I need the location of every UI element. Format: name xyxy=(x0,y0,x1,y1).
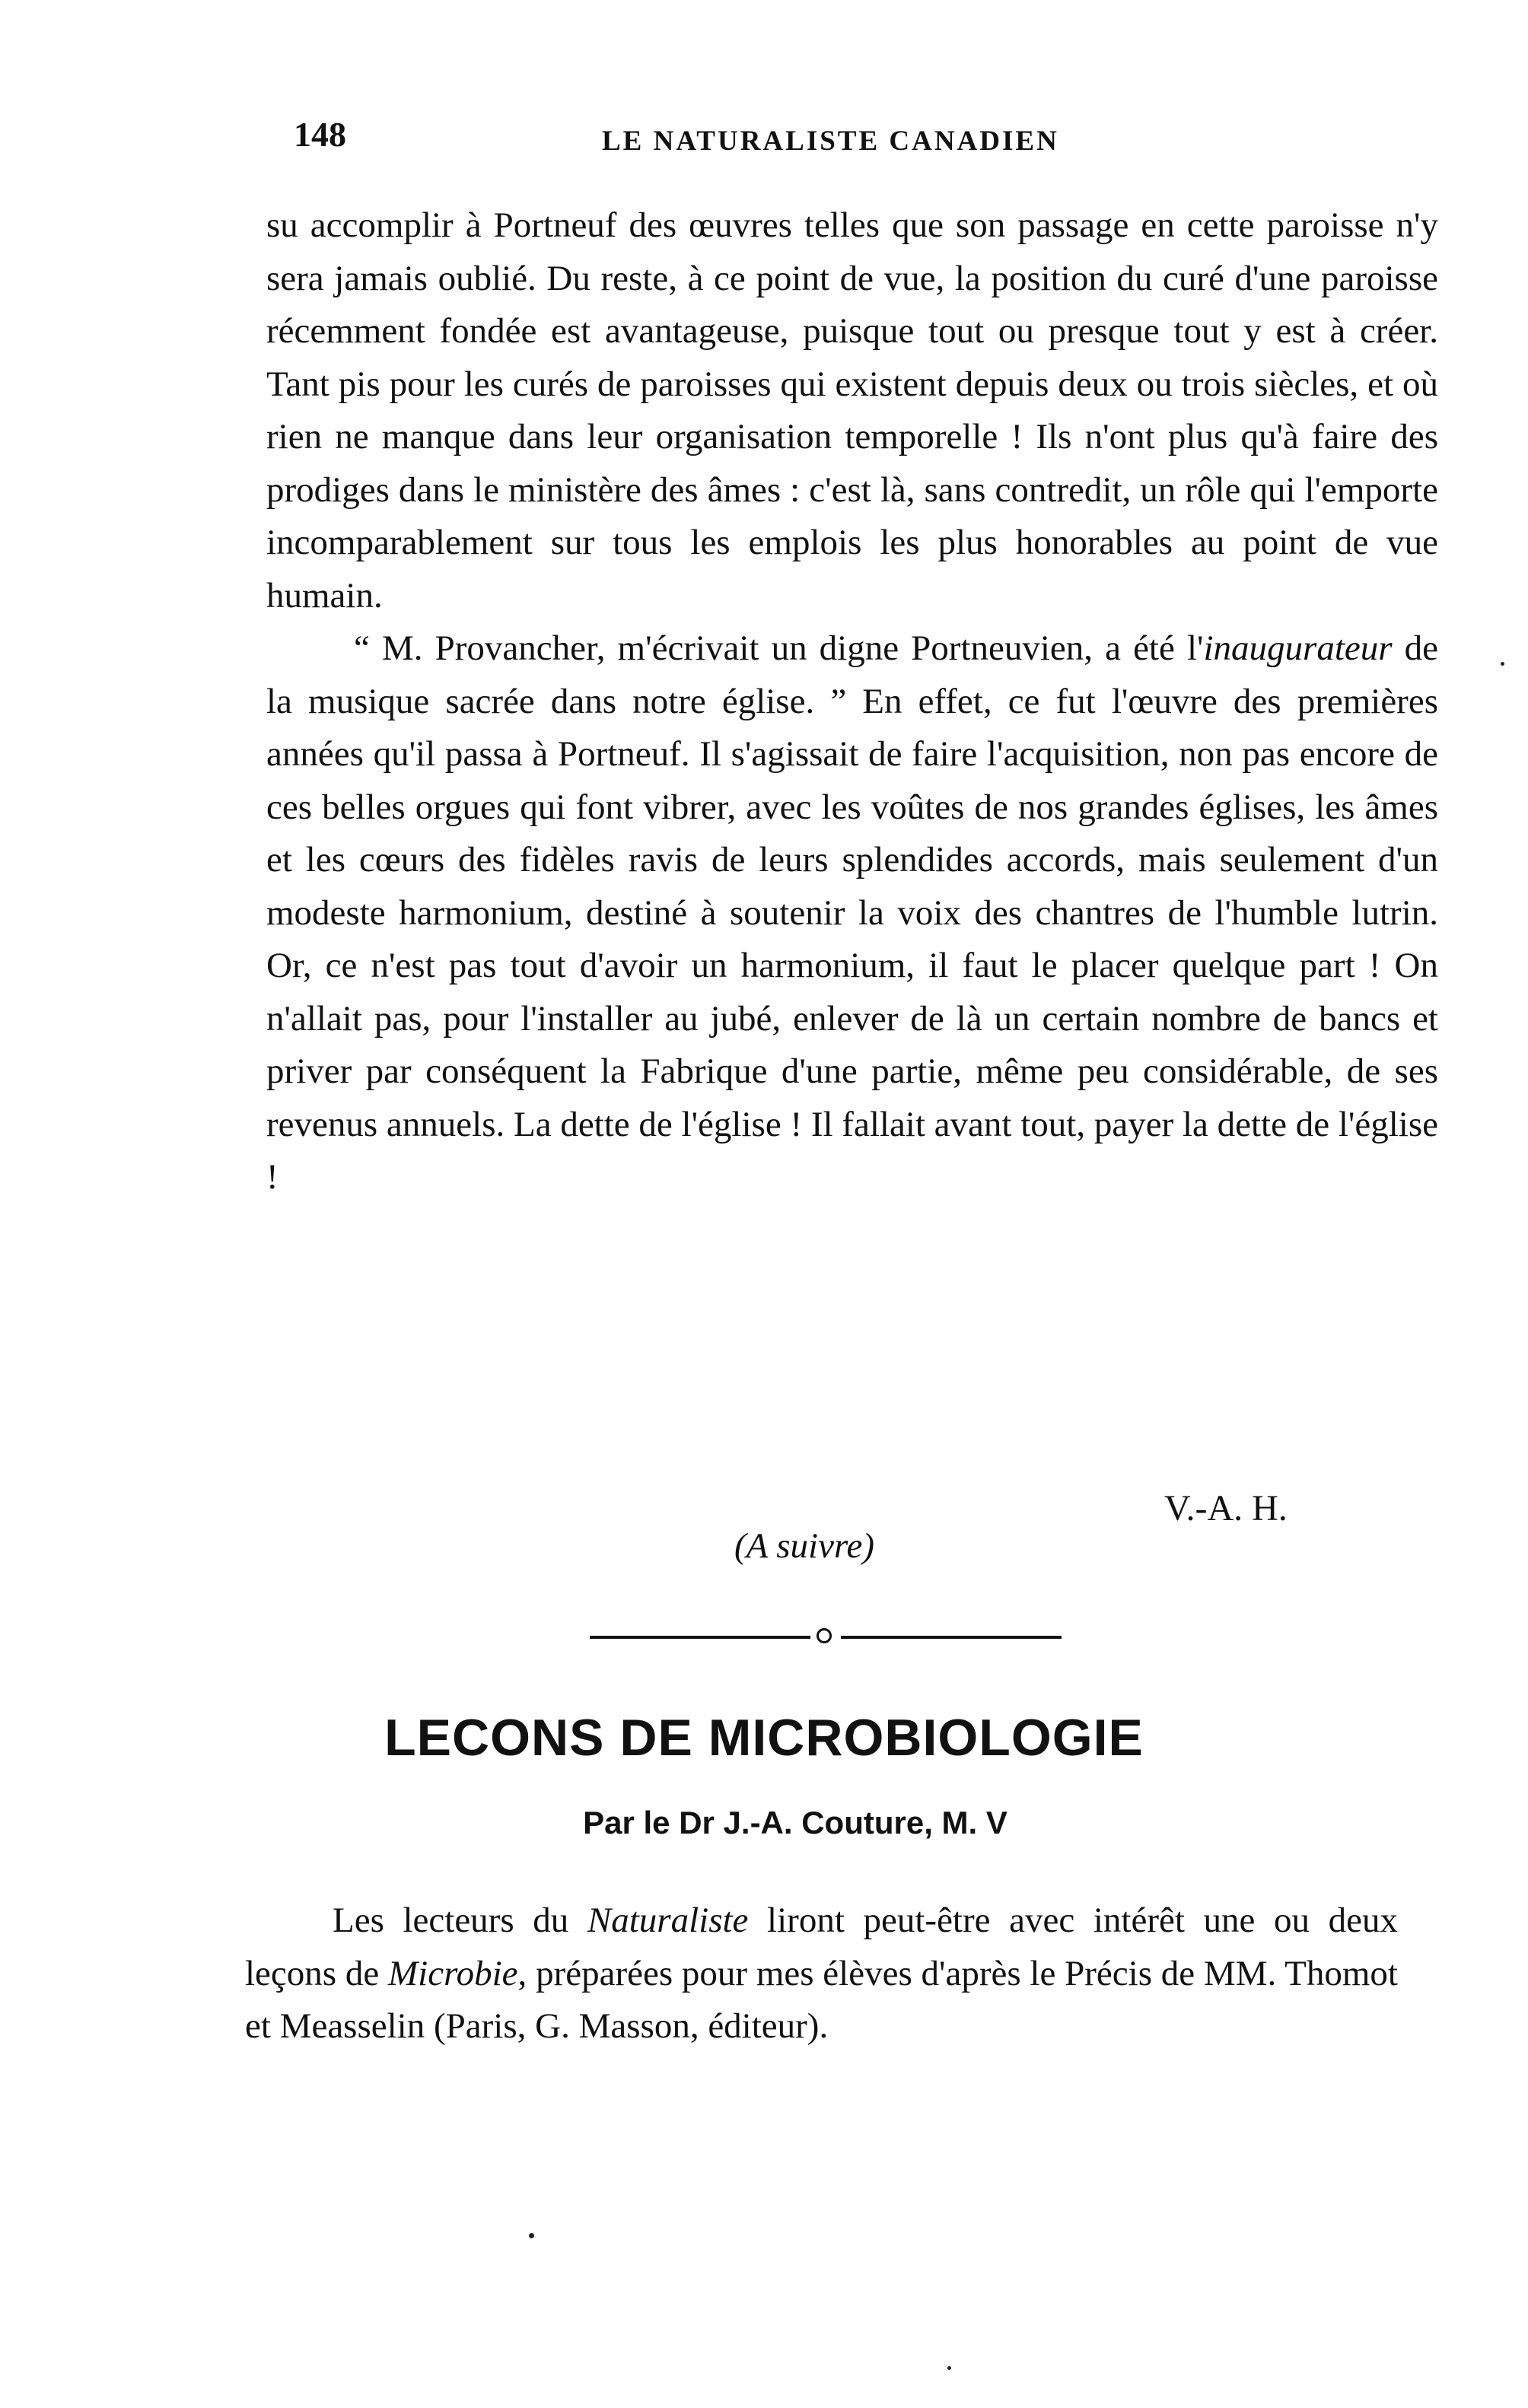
divider-rule xyxy=(841,1636,1062,1639)
quoted-paragraph xyxy=(266,622,1438,1204)
article-title: LECONS DE MICROBIOLOGIE xyxy=(384,1709,1144,1767)
article-intro xyxy=(245,1894,1398,2053)
article-byline: Par le Dr J.-A. Couture, M. V xyxy=(583,1805,1008,1840)
divider-ornament-icon xyxy=(817,1628,832,1643)
to-be-continued-note: (A suivre) xyxy=(734,1526,875,1566)
text-span: liront peut-être avec intérêt une ou deux leçons de xyxy=(245,1901,1398,1993)
page-number: 148 xyxy=(294,115,346,154)
print-speck xyxy=(1501,662,1504,666)
italic-term: Naturaliste xyxy=(587,1901,749,1940)
italic-term: inaugurateur xyxy=(1203,628,1393,668)
text-span: “ M. Provancher, m'écrivait un digne Portneuvien, a été l' xyxy=(354,628,1204,668)
text-span: , préparées pour mes élèves d'après le Précis de MM. Thomot et Measselin (Paris, G. Masson, éditeur). xyxy=(245,1953,1398,2046)
text-span: Les lecteurs du xyxy=(333,1901,587,1940)
running-header xyxy=(294,114,1481,175)
intro-paragraph xyxy=(245,1894,1398,2053)
journal-title: LE NATURALISTE CANADIEN xyxy=(602,126,1059,157)
section-divider xyxy=(590,1621,1069,1651)
print-speck xyxy=(947,2366,951,2370)
continued-text xyxy=(266,199,1438,1204)
paragraph: su accomplir à Portneuf des œuvres telles que son passage en cette paroisse n'y sera jamais oublié. Du reste, à ce point de vue, la position du curé d'une paroisse récemment fondée est avantageuse, puisque tout ou presque tout y est à créer. Tant pis pour les curés de paroisses qui existent depuis deux ou trois siècles, et où rien ne manque dans leur organisation temporelle ! Ils n'ont plus qu'à faire des prodiges dans le ministère des âmes : c'est là, sans contredit, un rôle qui l'emporte incomparablement sur tous les emplois les plus honorables au point de vue humain. xyxy=(266,205,1438,616)
print-speck xyxy=(529,2233,534,2238)
author-initials: V.-A. H. xyxy=(1164,1488,1288,1528)
italic-term: Microbie xyxy=(388,1953,518,1993)
divider-rule xyxy=(590,1636,810,1639)
text-span: de la musique sacrée dans notre église. ” En effet, ce fut l'œuvre des premières années qu'il passa à Portneuf. Il s'agissait de faire l'acquisition, non pas encore de ces belles orgues qui font vibrer, avec les voûtes de nos grandes églises, les âmes et les cœurs des fidèles ravis de leurs splendides accords, mais seulement d'un modeste harmonium, destiné à soutenir la voix des chantres de l'humble lutrin. Or, ce n'est pas tout d'avoir un harmonium, il faut le placer quelque part ! On n'allait pas, pour l'installer au jubé, enlever de là un certain nombre de bancs et priver par conséquent la Fabrique d'une partie, même peu considérable, de ses revenus annuels. La dette de l'église ! Il fallait avant tout, payer la dette de l'église ! xyxy=(266,628,1438,1197)
